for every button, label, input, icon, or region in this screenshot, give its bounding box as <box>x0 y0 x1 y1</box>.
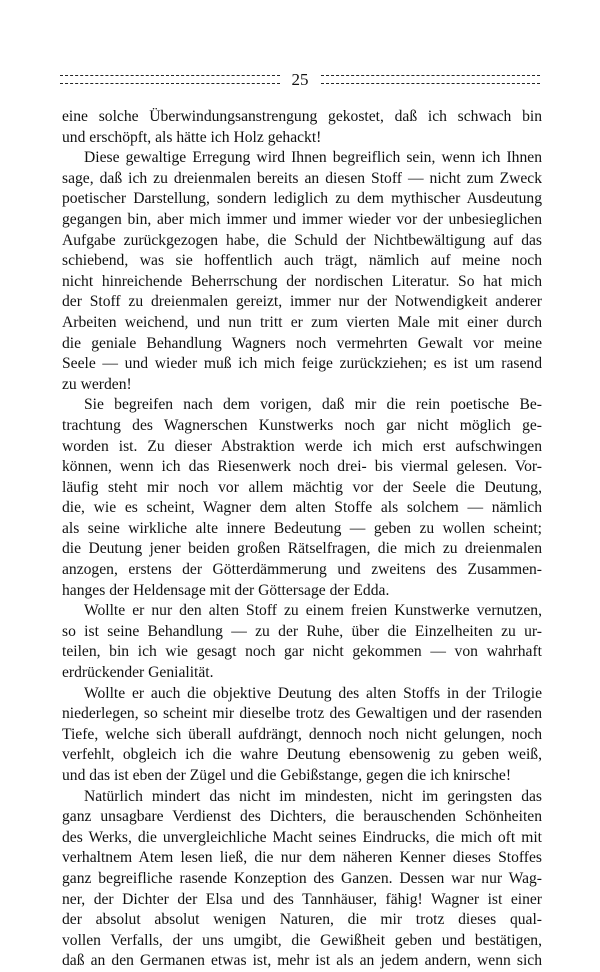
text-line: Tiefe, welche sich überall aufdrängt, dennoch noch nicht gelungen, noch <box>62 725 542 743</box>
text-line: die, wie es scheint, Wagner dem alten Stoffe als solchem — nämlich <box>62 499 542 517</box>
text-line: ganz begreifliche rasende Konzeption des Ganzen. Dessen war nur Wag- <box>62 869 542 887</box>
text-line: der absolut absolut wenigen Naturen, die mir trotz dieses qual- <box>62 911 542 929</box>
page-header <box>60 68 540 90</box>
text-line: und erschöpft, als hätte ich Holz gehackt! <box>62 128 322 146</box>
text-line: verfehlt, obgleich ich die wahre Deutung ebensowenig zu geben weiß, <box>62 746 542 764</box>
text-line: als seine wirkliche alte innere Bedeutung — geben zu wollen scheint; <box>62 519 542 537</box>
text-line: die geniale Behandlung Wagners noch vermehrten Gewalt vor meine <box>62 334 542 352</box>
text-line: vollen Verfalls, der uns umgibt, die Gewißheit geben und bestätigen, <box>62 931 542 949</box>
text-line: Arbeiten weichend, und nun tritt er zum vierten Male mit einer durch <box>62 313 542 331</box>
text-line: Sie begreifen nach dem vorigen, daß mir die rein poetische Be- <box>84 396 542 414</box>
text-line: ner, der Dichter der Elsa und des Tannhäuser, fähig! Wagner ist einer <box>62 890 542 908</box>
text-line: läufig steht mir noch vor allem mächtig vor der Seele die Deutung, <box>62 478 542 496</box>
text-line: so ist seine Behandlung — zu der Ruhe, über die Einzelheiten zu ur- <box>62 622 542 640</box>
text-line: ganz unsagbare Verdienst des Dichters, die berauschenden Schönheiten <box>62 808 542 826</box>
text-line: eine solche Überwindungsanstrengung gekostet, daß ich schwach bin <box>62 108 542 125</box>
text-line: poetischer Darstellung, sondern lediglich zu dem mythischer Ausdeutung <box>62 190 542 208</box>
text-line: teilen, bin ich wie gesagt noch gar nicht gekommen — von wahrhaft <box>62 643 542 661</box>
text-line: der Stoff zu dreienmalen gereizt, immer nur der Notwendigkeit anderer <box>62 293 542 311</box>
text-line: sage, daß ich zu dreienmalen bereits an diesen Stoff — nicht zum Zweck <box>62 169 542 187</box>
text-line: Wollte er nur den alten Stoff zu einem freien Kunstwerke vernutzen, <box>84 602 542 620</box>
text-line: des Werks, die unvergleichliche Macht seines Eindrucks, die mich oft mit <box>62 828 542 846</box>
text-line: können, wenn ich das Riesenwerk noch drei- bis viermal gelesen. Vor- <box>62 458 542 476</box>
body-text <box>62 107 542 972</box>
text-line: Diese gewaltige Erregung wird Ihnen begreiflich sein, wenn ich Ihnen <box>84 149 542 167</box>
text-line: niederlegen, so scheint mir dieselbe trotz des Gewaltigen und der rasenden <box>62 705 542 723</box>
text-line: Natürlich mindert das nicht im mindesten, nicht im geringsten das <box>84 787 542 805</box>
text-line: worden ist. Zu dieser Abstraktion werde ich mich erst aufschwingen <box>62 437 542 455</box>
text-line: Aufgabe zurückgezogen habe, die Schuld der Nichtbewältigung auf das <box>62 231 542 249</box>
text-line: anzogen, erstens der Götterdämmerung und zweitens des Zusammen- <box>62 561 542 579</box>
text-line: gegangen bin, aber mich immer und immer wieder vor der unbesieglichen <box>62 210 542 228</box>
text-line: und das ist eben der Zügel und die Gebißstange, gegen die ich knirsche! <box>62 767 512 784</box>
text-line: schiebend, was sie hoffentlich auch trägt, nämlich auf meine noch <box>62 252 542 270</box>
text-line: nicht hinreichende Beherrschung der nordischen Literatur. So hat mich <box>62 272 542 290</box>
page-number: 25 <box>291 69 309 89</box>
text-line: hanges der Heldensage mit der Göttersage der Edda. <box>62 581 390 599</box>
left-header-rule <box>60 75 280 84</box>
text-line: Seele — und wieder muß ich mich feige zurückziehen; es ist um rasend <box>62 355 542 373</box>
text-line: erdrückender Genialität. <box>62 664 214 682</box>
right-header-rule <box>321 75 541 84</box>
text-line: verhaltnem Atem lesen ließ, die nur dem näheren Kenner dieses Stoffes <box>62 849 542 867</box>
text-line: zu werden! <box>62 375 132 393</box>
text-line: trachtung des Wagnerschen Kunstwerks noch gar nicht möglich ge- <box>62 416 542 434</box>
text-line: daß an den Germanen etwas ist, mehr ist als an jedem andern, wenn sich <box>62 952 542 970</box>
text-line: Wollte er auch die objektive Deutung des alten Stoffs in der Trilogie <box>84 684 542 702</box>
text-line: die Deutung jener beiden großen Rätselfragen, die mich zu dreienmalen <box>62 540 542 558</box>
